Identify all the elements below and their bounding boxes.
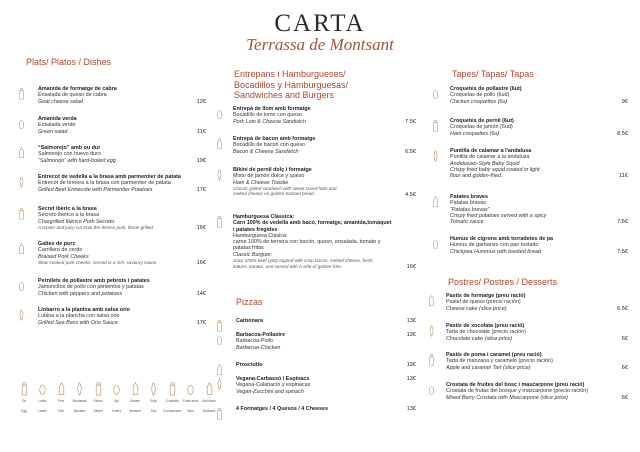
section-title-entrepans-line-3: Sandwiches and Burgers (234, 90, 335, 100)
postres-item-price: 6€ (621, 364, 628, 371)
plats-item-line: Slow-cooked pork cheeks, served in a rich, savoury sauce. (38, 259, 158, 265)
plats-item (38, 278, 150, 297)
plats-item (38, 116, 77, 135)
tapes-item-line: Puntilla de calamar a la andaluza (450, 154, 530, 161)
entrepans-item-line: Juicy 100% beef patty topped with crisp bacon, melted cheese, fresh (233, 258, 373, 264)
section-title-postres: Postres/ Postres / Desserts (448, 277, 558, 287)
pizzas-item-line: Barbecue-Chicken (236, 344, 281, 351)
plats-item-line: Jamoncitos de pollo con pimientos y patatas (38, 284, 144, 291)
allergen-item (33, 382, 53, 413)
dish-icon (432, 149, 439, 161)
pizzas-item-price: 13€ (406, 332, 416, 338)
tapes-item (450, 194, 546, 225)
dish-icon (216, 137, 223, 149)
dish-icon (216, 333, 223, 345)
allergen-item (125, 382, 145, 413)
entrepans-item-line: Carn 100% de vedella amb bacó, formatge, amanida,tomàquet (233, 220, 392, 227)
dish-icon (18, 308, 25, 320)
dish-icon (18, 175, 25, 187)
tapes-item (450, 86, 522, 105)
entrepans-item-price: 4.5€ (405, 192, 416, 199)
entrepans-item-line: Entrepà de llom amb formatge (233, 106, 311, 112)
allergen-icon (57, 382, 66, 396)
postres-item-price: 6€ (621, 335, 628, 342)
dish-icon (432, 119, 439, 131)
allergen-icon (20, 382, 29, 396)
plats-item-line: Secreto ibérico a la brasa (38, 212, 100, 219)
plats-item-line: Entrecot de ternera a la brasa con parmentier de patata (38, 180, 171, 187)
tapes-item-price: 7.5€ (617, 248, 628, 255)
pizzas-item (236, 318, 263, 324)
pizzas-item-line: Carbonara (236, 318, 263, 324)
dish-icon (18, 146, 25, 158)
allergen-label-en: Crustaceans (163, 409, 181, 413)
tapes-item-line: Croquetes de pollastre (6ut) (450, 86, 522, 92)
dish-icon (18, 279, 25, 291)
plats-item-price: 14€ (196, 290, 206, 297)
postres-item (446, 293, 525, 312)
plats-item-line: Carrillera de cerdo (38, 247, 83, 254)
plats-item-line: Pernilets de pollastre amb pebrots i patates (38, 278, 150, 284)
pizzas-item (236, 376, 310, 395)
postres-item (446, 382, 588, 401)
dish-icon (18, 87, 25, 99)
pizzas-item (236, 406, 328, 412)
entrepans-item-line: Mixto de jamón dulce y queso (233, 173, 305, 180)
tapes-item-line: Crispy fried baby squid coated in light (450, 166, 540, 173)
allergen-label-ca: Mol·luscs (202, 399, 216, 403)
entrepans-item-line: lettuce, tomato, and served with a side of golden fries (233, 263, 342, 269)
tapes-item (450, 118, 514, 137)
allergen-label-en: Egg (21, 409, 27, 413)
dish-icon (428, 294, 435, 306)
postres-item-price: 6.5€ (617, 305, 628, 312)
tapes-item-price: 7.5€ (617, 219, 628, 226)
dish-icon (216, 168, 223, 180)
dish-icon (216, 319, 223, 331)
plats-item (38, 174, 181, 193)
plats-item-line: Goat cheese salad (38, 98, 83, 105)
postres-item-line: Tarta de chocolate (precio ración) (446, 329, 527, 336)
plats-item (38, 206, 153, 230)
plats-item-line: Braised Pork Cheeks (38, 253, 89, 260)
plats-item-line: Green salad (38, 128, 68, 135)
plats-item-price: 12€ (196, 98, 206, 105)
plats-item-line: “Salmorejo” amb ou dur (38, 145, 101, 151)
tapes-item-price: 11€ (619, 173, 628, 180)
tapes-item-line: Ham croquettes (6u) (450, 130, 500, 137)
postres-item-line: Pastís de xocolata (preu ració) (446, 323, 525, 329)
entrepans-item-price: 7.5€ (405, 118, 416, 125)
allergen-icon (186, 382, 195, 396)
entrepans-item-line: Hamburguesa Clàssica: (233, 214, 295, 220)
entrepans-item-line: Bacon & Cheese Sandwich (233, 148, 299, 155)
entrepans-item (233, 106, 311, 125)
plats-item-line: Chicken with peppers and potatoes (38, 290, 123, 297)
allergen-label-en: Gluten (93, 409, 103, 413)
allergen-label-en: Molluscs (202, 409, 216, 413)
entrepans-item-line: Bocadillo de bacon con queso (233, 142, 305, 149)
postres-item (446, 352, 553, 371)
allergen-label-en: Mustard (73, 409, 86, 413)
allergen-icon (168, 382, 177, 396)
tapes-item (450, 236, 553, 255)
dish-icon (428, 383, 435, 395)
entrepans-item-line: patatas fritas (233, 245, 264, 252)
pizzas-item (236, 362, 263, 368)
tapes-item-line: Puntilla de calamar a l'andalusa (450, 148, 532, 154)
pizzas-item-line: Barbacoa-Pollo (236, 338, 273, 345)
postres-item-line: Pastel de queso (precio ración) (446, 299, 521, 306)
tapes-item-line: Croquetas de pollo (6ud) (450, 92, 510, 99)
entrepans-item-price: 16€ (406, 264, 416, 271)
plats-item-line: Secret ibèric a la brasa (38, 206, 97, 212)
allergen-label-ca: Peix (57, 399, 65, 403)
entrepans-item-line: Pork Loin & Cheese Sandwich (233, 118, 306, 125)
section-title-entrepans-line-2: Bocadillos y Hamburguesas/ (234, 79, 349, 90)
allergen-item (14, 382, 34, 413)
dish-icon (428, 353, 435, 365)
allergen-icon (149, 382, 158, 396)
allergen-item (107, 382, 127, 413)
dish-icon (18, 207, 25, 219)
allergen-label-en: Nuts (187, 409, 194, 413)
allergen-label-ca: Gluten (93, 399, 103, 403)
postres-item-line: Mixed Berry Crostata with Mascarpone (slice price) (446, 394, 568, 401)
allergen-label-ca: Soja (150, 399, 157, 403)
allergen-item (70, 382, 90, 413)
section-title-entrepans-line-1: Entrepans i Hamburgueses/ (234, 69, 346, 79)
allergen-icon (38, 382, 47, 396)
entrepans-item-line: melted cheese on golden toasted bread. (233, 191, 315, 197)
pizzas-item-price: 13€ (406, 318, 416, 324)
tapes-item-line: Humus de cigrons amb torradetes de pa (450, 236, 554, 242)
plats-item-price: 10€ (196, 157, 206, 164)
postres-item-line: Cheese cake (slice price) (446, 305, 507, 312)
plats-item (38, 241, 158, 265)
pizzas-item-line: Barbacoa-Pollastre (236, 332, 286, 338)
tapes-item-line: Humus de garbanzo con pan tostado (450, 242, 539, 249)
postres-item (446, 323, 526, 342)
tapes-item-line: “Patatas bravas” (450, 206, 490, 213)
tapes-item-line: Croquetas de jamón (6ud) (450, 124, 513, 131)
allergen-label-ca: Sèsam (130, 399, 140, 403)
postres-item-line: Apple and caramel Tart (slice price) (446, 364, 531, 371)
entrepans-item-line: Ham & Cheese Toastie (233, 179, 289, 186)
dish-icon (216, 107, 223, 119)
allergen-label-ca: Fruits secs (182, 399, 199, 403)
pizzas-item-line: 4 Formatges / 4 Quesos / 4 Cheeses (236, 406, 328, 412)
plats-item-line: Grilled Beef Entrecote with Parmentier Potatoes (38, 186, 153, 193)
tapes-item-line: Patates braves (450, 194, 489, 200)
postres-item-line: Pastís de poma i caramel (preu ració) (446, 352, 542, 358)
tapes-item-line: Patatas bravas (450, 200, 486, 207)
plats-item-line: Llobarro a la plantxa amb salsa orio (38, 307, 130, 313)
plats-item (38, 145, 116, 164)
tapes-item-line: Crispy fried potatoes served with a spicy (450, 212, 547, 219)
allergen-item (162, 382, 182, 413)
plats-item-line: Entrecot de vedella a la brasa amb parmentier de patata (38, 174, 181, 180)
plats-item-line: Amanida de formatge de cabra (38, 86, 117, 92)
section-title-entrepans (234, 69, 348, 101)
plats-item-line: Ensalada verde (38, 122, 76, 129)
entrepans-item-line: carne 100% de ternera con bacón, queso, ensalada, tomate y (233, 239, 381, 246)
allergen-icon (112, 382, 121, 396)
plats-item (38, 86, 117, 105)
entrepans-item (233, 214, 391, 269)
postres-item-price: 6€ (621, 394, 628, 401)
dish-icon (432, 87, 439, 99)
section-title-plats: Plats/ Platos / Dishes (26, 57, 112, 67)
allergen-label-ca: Crustacis (165, 399, 179, 403)
pizzas-item-price: 13€ (406, 406, 416, 412)
plats-item-line: Lubina a la plancha con salsa orio (38, 313, 120, 320)
entrepans-item-line: Bikini de pernil dolç i formatge (233, 167, 312, 173)
pizzas-item-line: Vegana-Calabacín y espinacas (236, 382, 311, 389)
plats-item-line: Amanida verda (38, 116, 77, 122)
allergen-item (181, 382, 201, 413)
plats-item-price: 17€ (196, 319, 206, 326)
dish-icon (432, 195, 439, 207)
plats-item-line: Ensalada de queso de cabra (38, 92, 107, 99)
entrepans-item-line: Bocadillo de lomo con queso (233, 112, 302, 119)
entrepans-item-line: Classic grilled sandwich with sweet cured ham and (233, 185, 337, 191)
plats-item-line: Grilled Sea Bass with Orio Sauce (38, 319, 118, 326)
allergen-label-en: Celery (111, 409, 122, 413)
pizzas-item-price: 13€ (406, 362, 416, 368)
pizzas-item-line: Prosciutto (236, 362, 263, 368)
postres-item-line: Crostata de frutas del bosque y mascarpone (precio ración) (446, 388, 589, 395)
allergen-icon (131, 382, 140, 396)
entrepans-item (233, 167, 336, 197)
allergen-label-en: Lactis (38, 409, 47, 413)
postres-item-line: Chocolate cake (slice price) (446, 335, 513, 342)
menu-subtitle: Terrassa de Montsant (246, 35, 394, 54)
menu-title: CARTA (274, 10, 366, 37)
plats-item-line: Chargrilled Ibérico Pork Secreto (38, 218, 115, 225)
postres-item-line: Tarta de manzana y caramelo (precio ración) (446, 358, 553, 365)
pizzas-item-price: 13€ (406, 376, 416, 382)
postres-item-line: Crostata de fruites del bosc i mascarpone (preu ració) (446, 382, 585, 388)
allergen-label-en: Soy (150, 409, 157, 413)
dish-icon (216, 215, 223, 227)
plats-item (38, 307, 130, 326)
tapes-item-line: Chicken croquettes (6u) (450, 98, 508, 105)
tapes-item-line: flour and golden-fried. (450, 173, 503, 180)
tapes-item-line: Croquetes de pernil (6ut) (450, 118, 514, 124)
allergen-icon (205, 382, 214, 396)
plats-item-price: 11€ (197, 128, 206, 135)
dish-icon (216, 377, 223, 389)
dish-icon (432, 237, 439, 249)
dish-icon (18, 117, 25, 129)
allergen-label-en: Fish (57, 409, 65, 413)
entrepans-item-line: Hamburguesa Clásica: (233, 232, 288, 239)
allergen-label-ca: Ou (21, 399, 27, 403)
entrepans-item-price: 6.5€ (405, 148, 416, 155)
allergen-icon (75, 382, 84, 396)
pizzas-item-line: Vegan-Zucchini and spinach (236, 388, 304, 395)
allergen-item (88, 382, 108, 413)
plats-item-line: Galtes de porc (38, 241, 76, 247)
plats-item-price: 16€ (196, 259, 206, 266)
tapes-item (450, 148, 540, 179)
entrepans-item-line: i patates fregides (233, 226, 278, 233)
dish-icon (216, 407, 223, 419)
plats-item-line: “Salmorejo” with hard-boiled egg (38, 157, 116, 164)
dish-icon (428, 324, 435, 336)
allergen-label-ca: Api (114, 399, 119, 403)
allergen-item (144, 382, 164, 413)
allergen-label-ca: Lactis (38, 399, 47, 403)
dish-icon (216, 363, 223, 375)
allergen-item (51, 382, 71, 413)
plats-item-line: Salmorejo con huevo duro (38, 151, 101, 158)
tapes-item-line: Tomato sauce (450, 219, 484, 226)
tapes-item-price: 9€ (621, 98, 628, 105)
tapes-item-line: Andalusian-Style Baby Squid (450, 160, 520, 167)
plats-item-line: A tender and juicy cut from the Ibérico pork, flame-grilled (38, 224, 153, 230)
entrepans-item (233, 136, 315, 155)
plats-item-price: 17€ (196, 186, 206, 193)
tapes-item-price: 8.5€ (617, 130, 628, 137)
plats-item-price: 16€ (196, 224, 206, 231)
section-title-pizzas: Pizzas (236, 297, 263, 307)
allergen-label-en: Sesame (129, 409, 141, 413)
tapes-item-line: Chickpea Hummus with toasted bread (450, 248, 542, 255)
postres-item-line: Pastís de formatge (preu ració) (446, 293, 526, 299)
section-title-tapes: Tapes/ Tapas/ Tapas (452, 69, 534, 79)
dish-icon (18, 242, 25, 254)
allergen-label-ca: Mostassa (72, 399, 87, 403)
allergen-icon (94, 382, 103, 396)
pizzas-item (236, 332, 285, 351)
pizzas-item-line: Vegana-Carbassó i Espinacs (236, 376, 310, 382)
entrepans-item-line: Classic Burguer: (233, 251, 273, 258)
entrepans-item-line: Entrepà de bacon amb formatge (233, 136, 316, 142)
